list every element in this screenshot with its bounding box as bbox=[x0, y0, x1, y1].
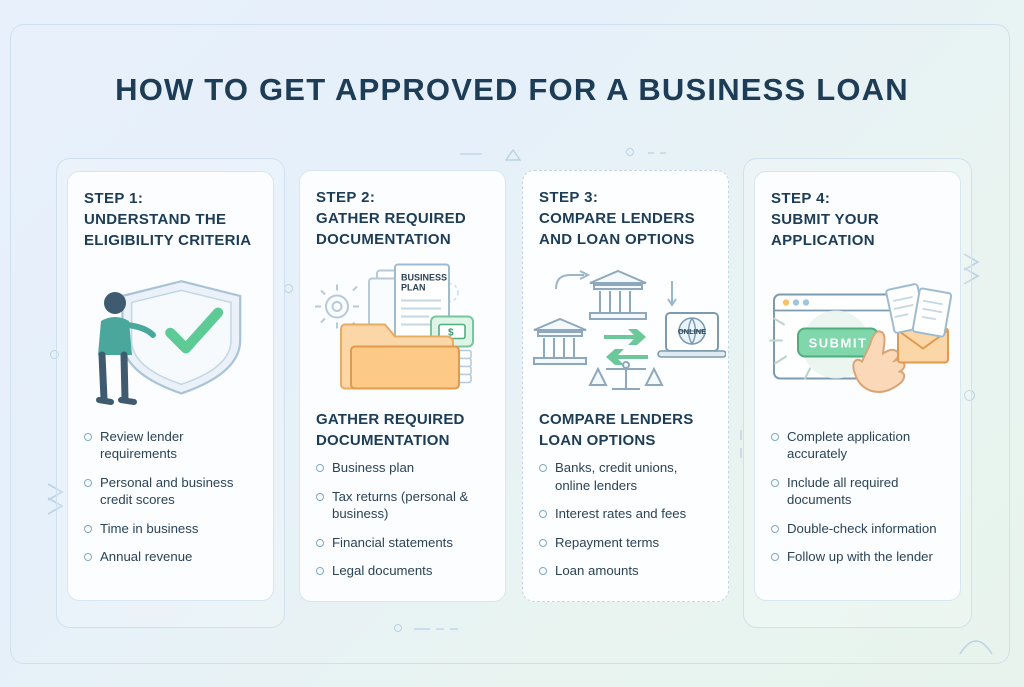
list-item: Loan amounts bbox=[539, 562, 712, 580]
svg-text:BUSINESS: BUSINESS bbox=[400, 272, 447, 283]
step-2-points bbox=[316, 459, 489, 591]
list-item: Repayment terms bbox=[539, 534, 712, 552]
steps-row bbox=[56, 158, 972, 628]
svg-text:SUBMIT: SUBMIT bbox=[808, 335, 867, 351]
list-item: Follow up with the lender bbox=[771, 548, 944, 566]
step-card-1 bbox=[67, 171, 274, 601]
step-card-1-shell bbox=[56, 158, 285, 628]
list-item: Legal documents bbox=[316, 562, 489, 580]
list-item: Complete application accurately bbox=[771, 428, 944, 463]
step-1-illustration bbox=[84, 262, 257, 422]
step-4-illustration bbox=[771, 262, 944, 422]
step-card-3 bbox=[522, 170, 729, 602]
step-1-label: STEP 1: bbox=[84, 190, 144, 207]
step-2-illustration bbox=[316, 261, 489, 403]
step-2-list-heading: GATHER REQUIRED DOCUMENTATION bbox=[316, 410, 465, 449]
svg-text:ONLINE: ONLINE bbox=[677, 326, 706, 336]
step-card-4 bbox=[754, 171, 961, 601]
banks-comparison-icon bbox=[526, 257, 726, 407]
step-4-points bbox=[771, 428, 944, 577]
list-item: Tax returns (personal & business) bbox=[316, 488, 489, 523]
svg-text:$: $ bbox=[447, 327, 454, 339]
step-3-title: COMPARE LENDERS AND LOAN OPTIONS bbox=[539, 210, 695, 249]
list-item: Include all required documents bbox=[771, 474, 944, 509]
step-card-2 bbox=[299, 170, 506, 602]
folder-documents-icon bbox=[303, 254, 503, 409]
person-with-shield-checkmark-icon bbox=[71, 267, 271, 417]
list-item: Banks, credit unions, online lenders bbox=[539, 459, 712, 494]
list-item: Interest rates and fees bbox=[539, 505, 712, 523]
step-1-points bbox=[84, 428, 257, 577]
step-4-label: STEP 4: bbox=[771, 190, 831, 207]
list-item: Review lender requirements bbox=[84, 428, 257, 463]
svg-text:PLAN: PLAN bbox=[400, 282, 425, 293]
step-2-title: GATHER REQUIRED DOCUMENTATION bbox=[316, 210, 467, 249]
list-item: Financial statements bbox=[316, 534, 489, 552]
list-item: Business plan bbox=[316, 459, 489, 477]
list-item: Double-check information bbox=[771, 520, 944, 538]
list-item: Annual revenue bbox=[84, 548, 257, 566]
list-item: Personal and business credit scores bbox=[84, 474, 257, 509]
step-card-4-shell bbox=[743, 158, 972, 628]
step-1-title: UNDERSTAND THE ELIGIBILITY CRITERIA bbox=[84, 211, 252, 250]
step-2-label: STEP 2: bbox=[316, 189, 376, 206]
step-3-points bbox=[539, 459, 712, 591]
step-3-list-heading: COMPARE LENDERS LOAN OPTIONS bbox=[539, 410, 694, 449]
step-card-3-shell bbox=[520, 158, 731, 628]
page-title: HOW TO GET APPROVED FOR A BUSINESS LOAN bbox=[115, 72, 909, 107]
browser-submit-hand-icon bbox=[758, 264, 958, 419]
step-3-label: STEP 3: bbox=[539, 189, 599, 206]
step-4-title: SUBMIT YOUR APPLICATION bbox=[771, 211, 880, 250]
list-item: Time in business bbox=[84, 520, 257, 538]
step-card-2-shell bbox=[297, 158, 508, 628]
step-3-illustration bbox=[539, 261, 712, 403]
